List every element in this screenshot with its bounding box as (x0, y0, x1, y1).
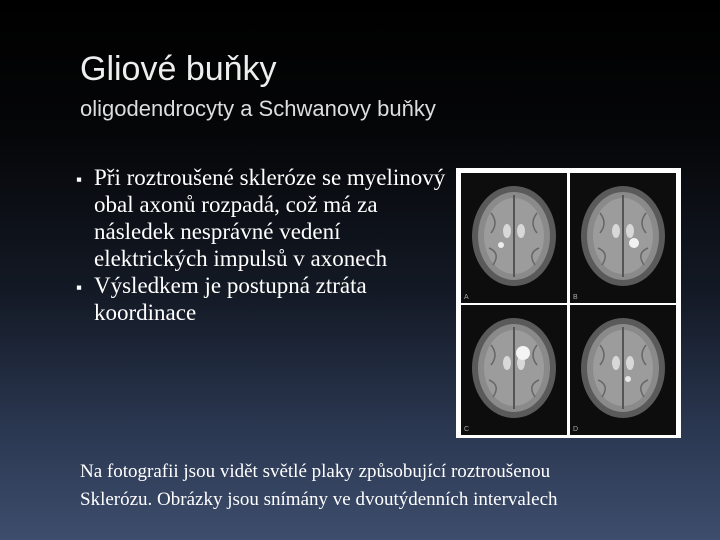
bullet-text: Výsledkem je postupná ztráta koordinace (94, 273, 367, 325)
square-bullet-icon: ▪ (76, 278, 83, 297)
brain-scan-c (461, 305, 567, 435)
slide-title: Gliové buňky (80, 50, 277, 88)
caption-line: Na fotografii jsou vidět světlé plaky způsobující roztroušenou (80, 461, 551, 482)
caption-line: Sklerózu. Obrázky jsou snímány ve dvoutýdenních intervalech (80, 489, 558, 510)
brain-scan-icon (570, 173, 676, 303)
brain-scan-b (570, 173, 676, 303)
square-bullet-icon: ▪ (76, 170, 83, 189)
mri-scan-image (456, 168, 681, 438)
brain-scan-icon (461, 173, 567, 303)
brain-scan-icon (461, 305, 567, 435)
brain-scan-d (570, 305, 676, 435)
bullet-item (76, 272, 456, 326)
image-caption (80, 458, 700, 514)
bullet-list (76, 164, 456, 326)
scan-label: C (464, 426, 470, 433)
scan-label: A (464, 294, 469, 301)
bullet-text: Při roztroušené skleróze se myelinový obal axonů rozpadá, což má za následek nesprávné vedení elektrických impulsů v axonech (94, 165, 446, 271)
brain-scan-a (461, 173, 567, 303)
brain-scan-icon (570, 305, 676, 435)
bullet-item (76, 164, 456, 272)
slide-subtitle: oligodendrocyty a Schwanovy buňky (80, 96, 436, 121)
scan-label: B (573, 294, 578, 301)
scan-label: D (573, 426, 579, 433)
